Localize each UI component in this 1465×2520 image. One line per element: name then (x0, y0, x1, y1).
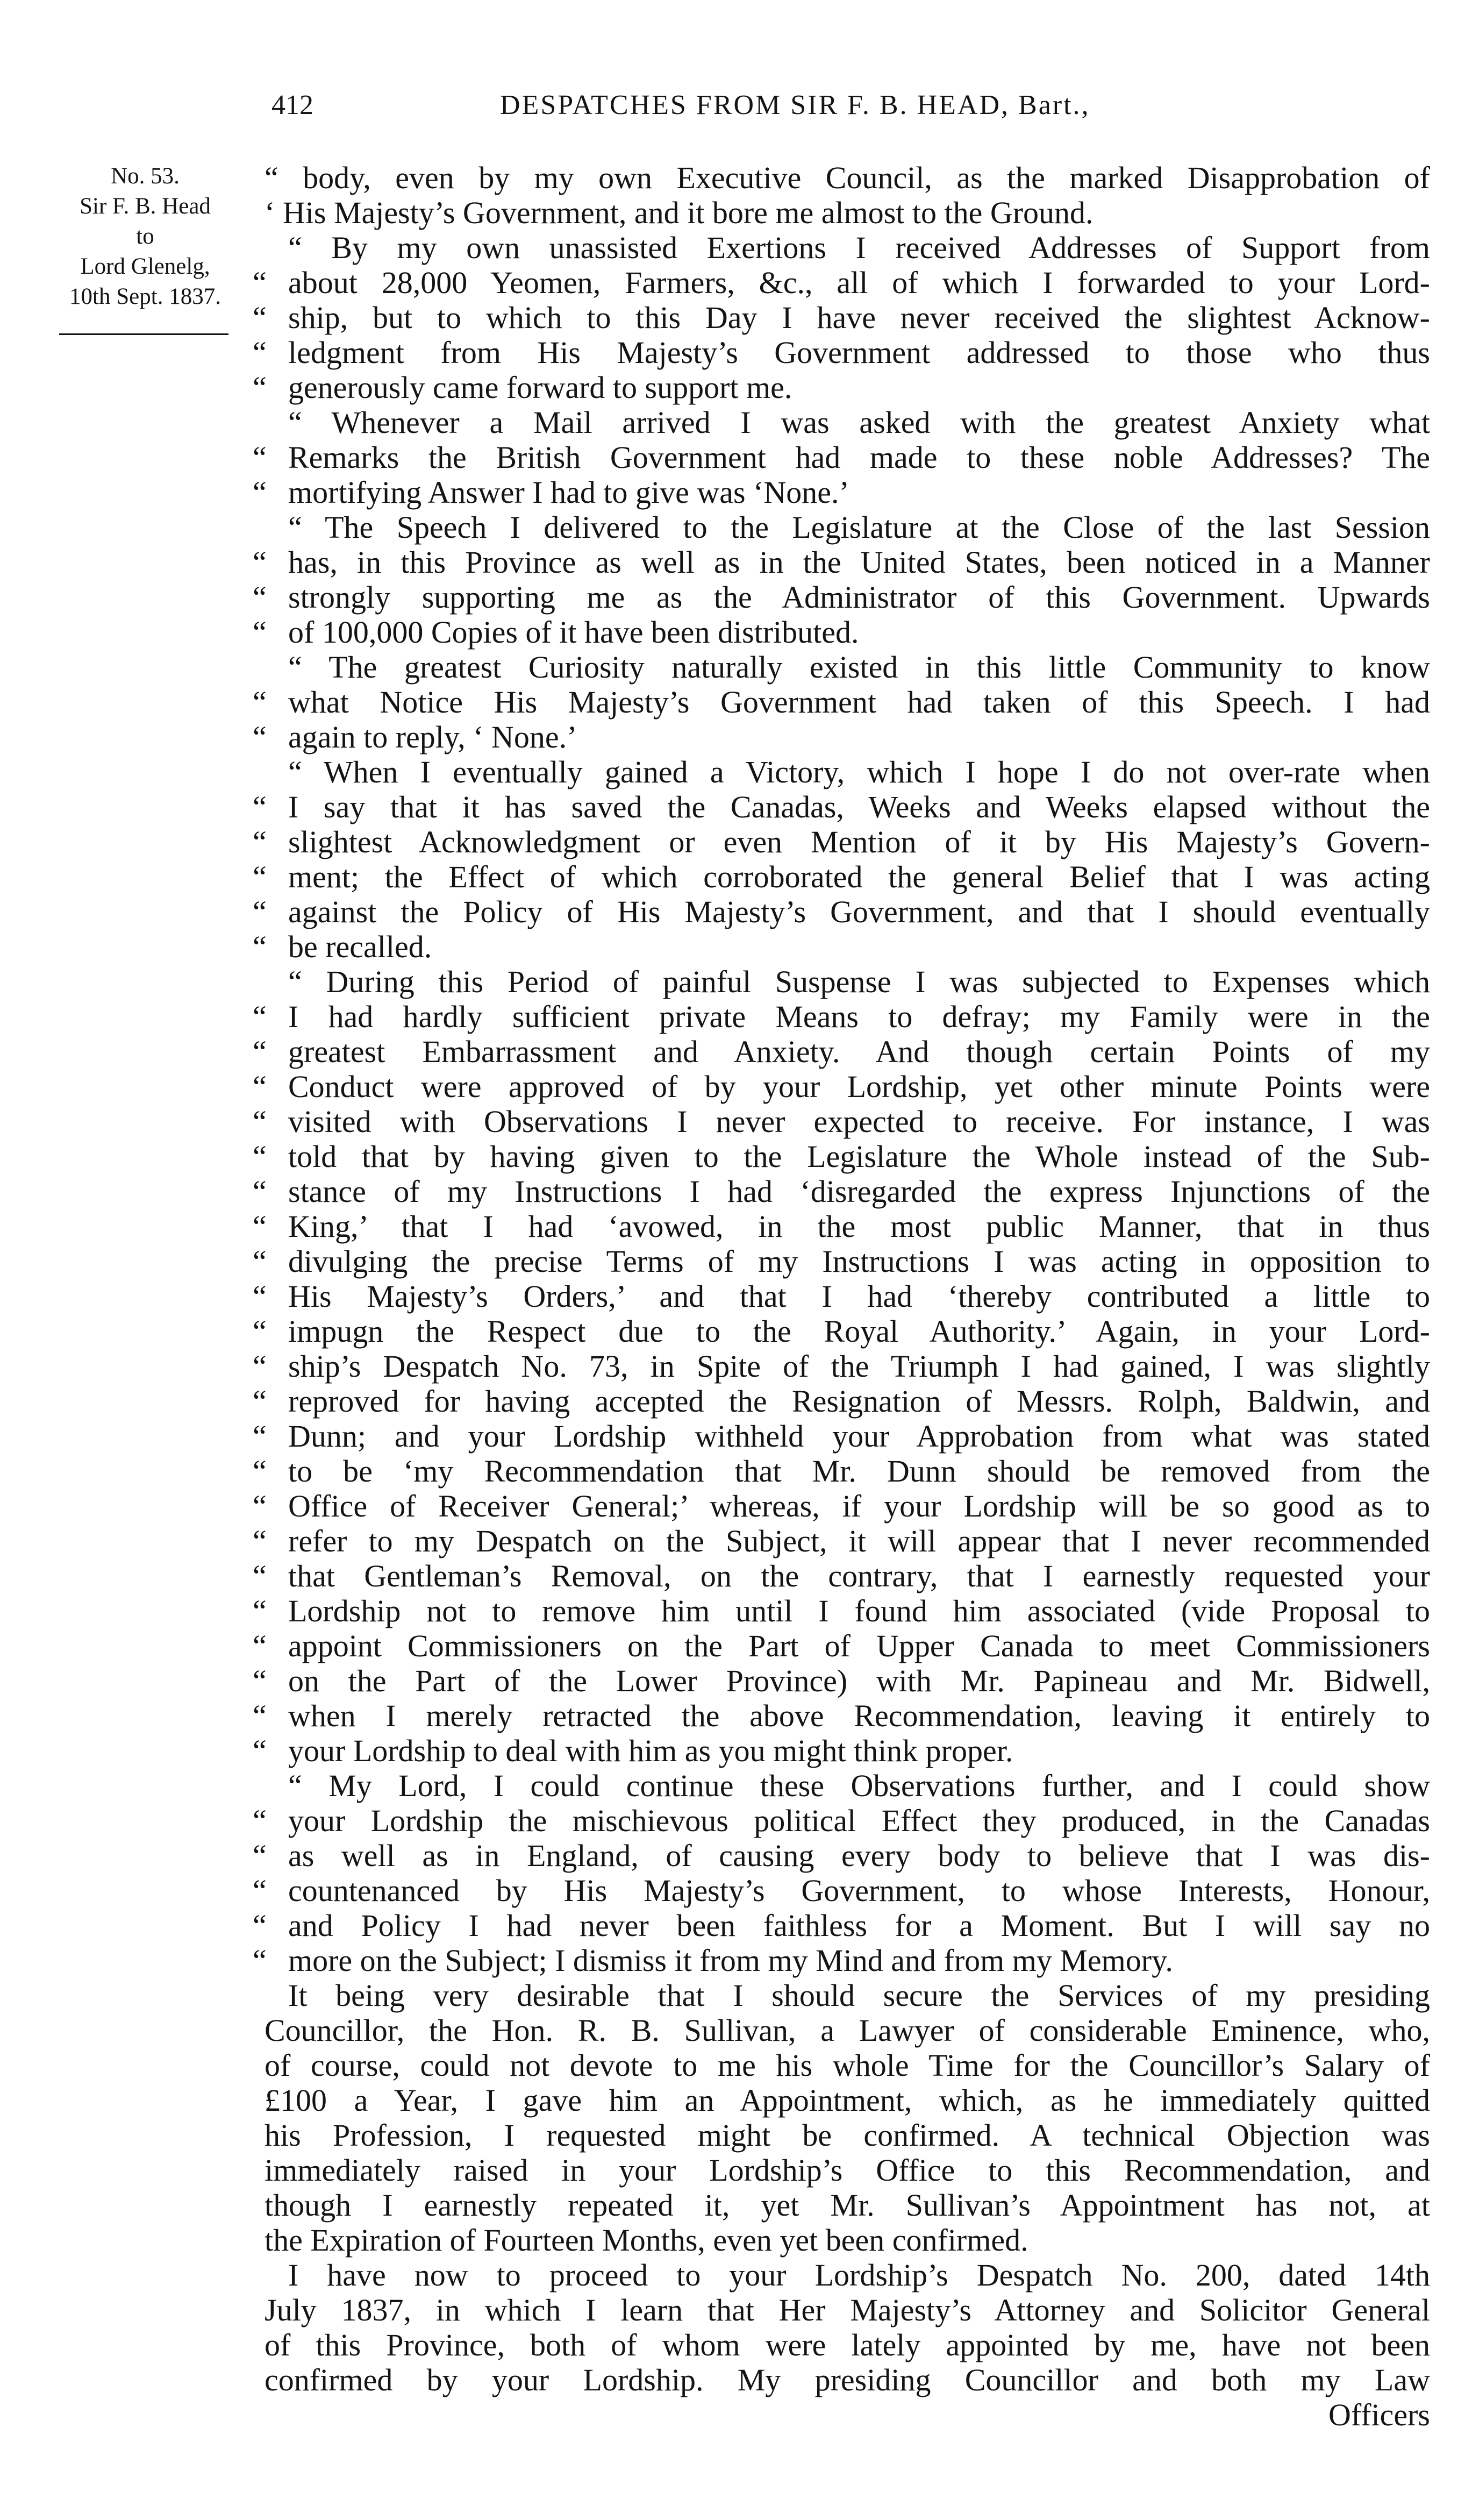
margin-note-line: 10th Sept. 1837. (69, 284, 221, 309)
text-line: “ I had hardly sufficient private Means to defray; my Family were in the (253, 999, 1430, 1034)
text-line: “ I say that it has saved the Canadas, Weeks and Weeks elapsed without the (253, 789, 1430, 824)
page-number: 412 (271, 90, 313, 120)
margin-note-line: Lord Glenelg, (80, 254, 210, 279)
text-line: £100 a Year, I gave him an Appointment, which, as he immediately quitted (265, 2083, 1430, 2118)
text-line: “ My Lord, I could continue these Observations further, and I could show (288, 1768, 1430, 1803)
text-line: though I earnestly repeated it, yet Mr. Sullivan’s Appointment has not, at (265, 2188, 1430, 2223)
text-line: July 1837, in which I learn that Her Majesty’s Attorney and Solicitor General (265, 2293, 1430, 2327)
text-line: “ refer to my Despatch on the Subject, it will appear that I never recommended (253, 1524, 1430, 1558)
text-line: “ when I merely retracted the above Recommendation, leaving it entirely to (253, 1698, 1430, 1733)
text-line: “ against the Policy of His Majesty’s Government, and that I should eventually (253, 894, 1430, 929)
text-line: It being very desirable that I should secure the Services of my presiding (288, 1978, 1430, 2013)
text-line: “ greatest Embarrassment and Anxiety. And though certain Points of my (253, 1034, 1430, 1069)
text-line: “ has, in this Province as well as in the United States, been noticed in a Manner (253, 545, 1430, 580)
text-line: “ as well as in England, of causing every body to believe that I was dis- (253, 1838, 1430, 1873)
margin-note (38, 161, 253, 312)
text-line: “ slightest Acknowledgment or even Mention of it by His Majesty’s Govern- (253, 824, 1430, 859)
text-line: “ appoint Commissioners on the Part of Upper Canada to meet Commissioners (253, 1628, 1430, 1663)
text-line: “ more on the Subject; I dismiss it from my Mind and from my Memory. (253, 1943, 1173, 1978)
text-line: of this Province, both of whom were lately appointed by me, have not been (265, 2327, 1430, 2362)
body-text (253, 160, 1430, 2432)
text-line: “ of 100,000 Copies of it have been distributed. (253, 615, 859, 650)
text-line: “ on the Part of the Lower Province) with Mr. Papineau and Mr. Bidwell, (253, 1663, 1430, 1698)
text-line: “ that Gentleman’s Removal, on the contrary, that I earnestly requested your (253, 1558, 1430, 1593)
text-line: I have now to proceed to your Lordship’s Despatch No. 200, dated 14th (288, 2258, 1430, 2293)
text-line: “ reproved for having accepted the Resignation of Messrs. Rolph, Baldwin, and (253, 1384, 1430, 1419)
text-line: “ generously came forward to support me. (253, 370, 792, 405)
text-line: “ divulging the precise Terms of my Instructions I was acting in opposition to (253, 1244, 1430, 1279)
text-line: “ ledgment from His Majesty’s Government addressed to those who thus (253, 335, 1430, 370)
text-line: his Profession, I requested might be confirmed. A technical Objection was (265, 2118, 1430, 2153)
text-line: immediately raised in your Lordship’s Office to this Recommendation, and (265, 2153, 1430, 2188)
text-line: “ When I eventually gained a Victory, which I hope I do not over-rate when (288, 754, 1430, 789)
text-line: “ stance of my Instructions I had ‘disregarded the express Injunctions of the (253, 1174, 1430, 1209)
text-line: “ During this Period of painful Suspense I was subjected to Expenses which (288, 964, 1430, 999)
text-line: “ ment; the Effect of which corroborated the general Belief that I was acting (253, 859, 1430, 894)
margin-note-line: Sir F. B. Head (80, 194, 211, 219)
text-line: “ Whenever a Mail arrived I was asked with the greatest Anxiety what (288, 405, 1430, 440)
text-line: “ body, even by my own Executive Council, as the marked Disapprobation of (265, 160, 1430, 195)
text-line: “ your Lordship the mischievous political Effect they produced, in the Canadas (253, 1803, 1430, 1838)
text-line: “ His Majesty’s Orders,’ and that I had ‘thereby contributed a little to (253, 1279, 1430, 1314)
text-line: “ strongly supporting me as the Administrator of this Government. Upwards (253, 580, 1430, 615)
text-line: “ Office of Receiver General;’ whereas, if your Lordship will be so good as to (253, 1489, 1430, 1524)
margin-note-line: No. 53. (111, 163, 180, 189)
text-line: “ mortifying Answer I had to give was ‘None.’ (253, 475, 849, 510)
text-line: Councillor, the Hon. R. B. Sullivan, a Lawyer of considerable Eminence, who, (265, 2013, 1430, 2048)
text-line: “ visited with Observations I never expected to receive. For instance, I was (253, 1104, 1430, 1139)
text-line: “ countenanced by His Majesty’s Government, to whose Interests, Honour, (253, 1873, 1430, 1908)
text-line: “ your Lordship to deal with him as you might think proper. (253, 1733, 1013, 1768)
text-line: “ and Policy I had never been faithless for a Moment. But I will say no (253, 1908, 1430, 1943)
text-line: confirmed by your Lordship. My presiding Councillor and both my Law (265, 2362, 1430, 2397)
text-line: “ what Notice His Majesty’s Government had taken of this Speech. I had (253, 685, 1430, 720)
text-line: “ ship’s Despatch No. 73, in Spite of the Triumph I had gained, I was slightly (253, 1349, 1430, 1384)
text-line: “ to be ‘my Recommendation that Mr. Dunn should be removed from the (253, 1454, 1430, 1489)
text-line: of course, could not devote to me his whole Time for the Councillor’s Salary of (265, 2048, 1430, 2083)
text-line: “ Lordship not to remove him until I found him associated (vide Proposal to (253, 1593, 1430, 1628)
text-line: “ The greatest Curiosity naturally existed in this little Community to know (288, 650, 1430, 685)
text-line: “ ship, but to which to this Day I have never received the slightest Acknow- (253, 300, 1430, 335)
running-title: DESPATCHES FROM SIR F. B. HEAD, Bart., (500, 90, 1090, 120)
text-line: the Expiration of Fourteen Months, even yet been confirmed. (265, 2223, 1028, 2258)
text-line: “ Remarks the British Government had made to these noble Addresses? The (253, 440, 1430, 475)
text-line: “ By my own unassisted Exertions I received Addresses of Support from (288, 230, 1430, 265)
margin-divider (59, 333, 228, 335)
text-line: “ Conduct were approved of by your Lordship, yet other minute Points were (253, 1069, 1430, 1104)
text-line: “ told that by having given to the Legislature the Whole instead of the Sub- (253, 1139, 1430, 1174)
text-line: “ Dunn; and your Lordship withheld your Approbation from what was stated (253, 1419, 1430, 1454)
text-line: “ again to reply, ‘ None.’ (253, 720, 577, 754)
catchword: Officers (1328, 2397, 1430, 2432)
text-line: “ about 28,000 Yeomen, Farmers, &c., all of which I forwarded to your Lord- (253, 265, 1430, 300)
text-line: “ be recalled. (253, 929, 432, 964)
text-line: “ King,’ that I had ‘avowed, in the most public Manner, that in thus (253, 1209, 1430, 1244)
text-line: “ The Speech I delivered to the Legislature at the Close of the last Session (288, 510, 1430, 545)
text-line: “ impugn the Respect due to the Royal Authority.’ Again, in your Lord- (253, 1314, 1430, 1349)
margin-note-line: to (136, 224, 154, 249)
text-line: ‘ His Majesty’s Government, and it bore me almost to the Ground. (265, 195, 1094, 230)
